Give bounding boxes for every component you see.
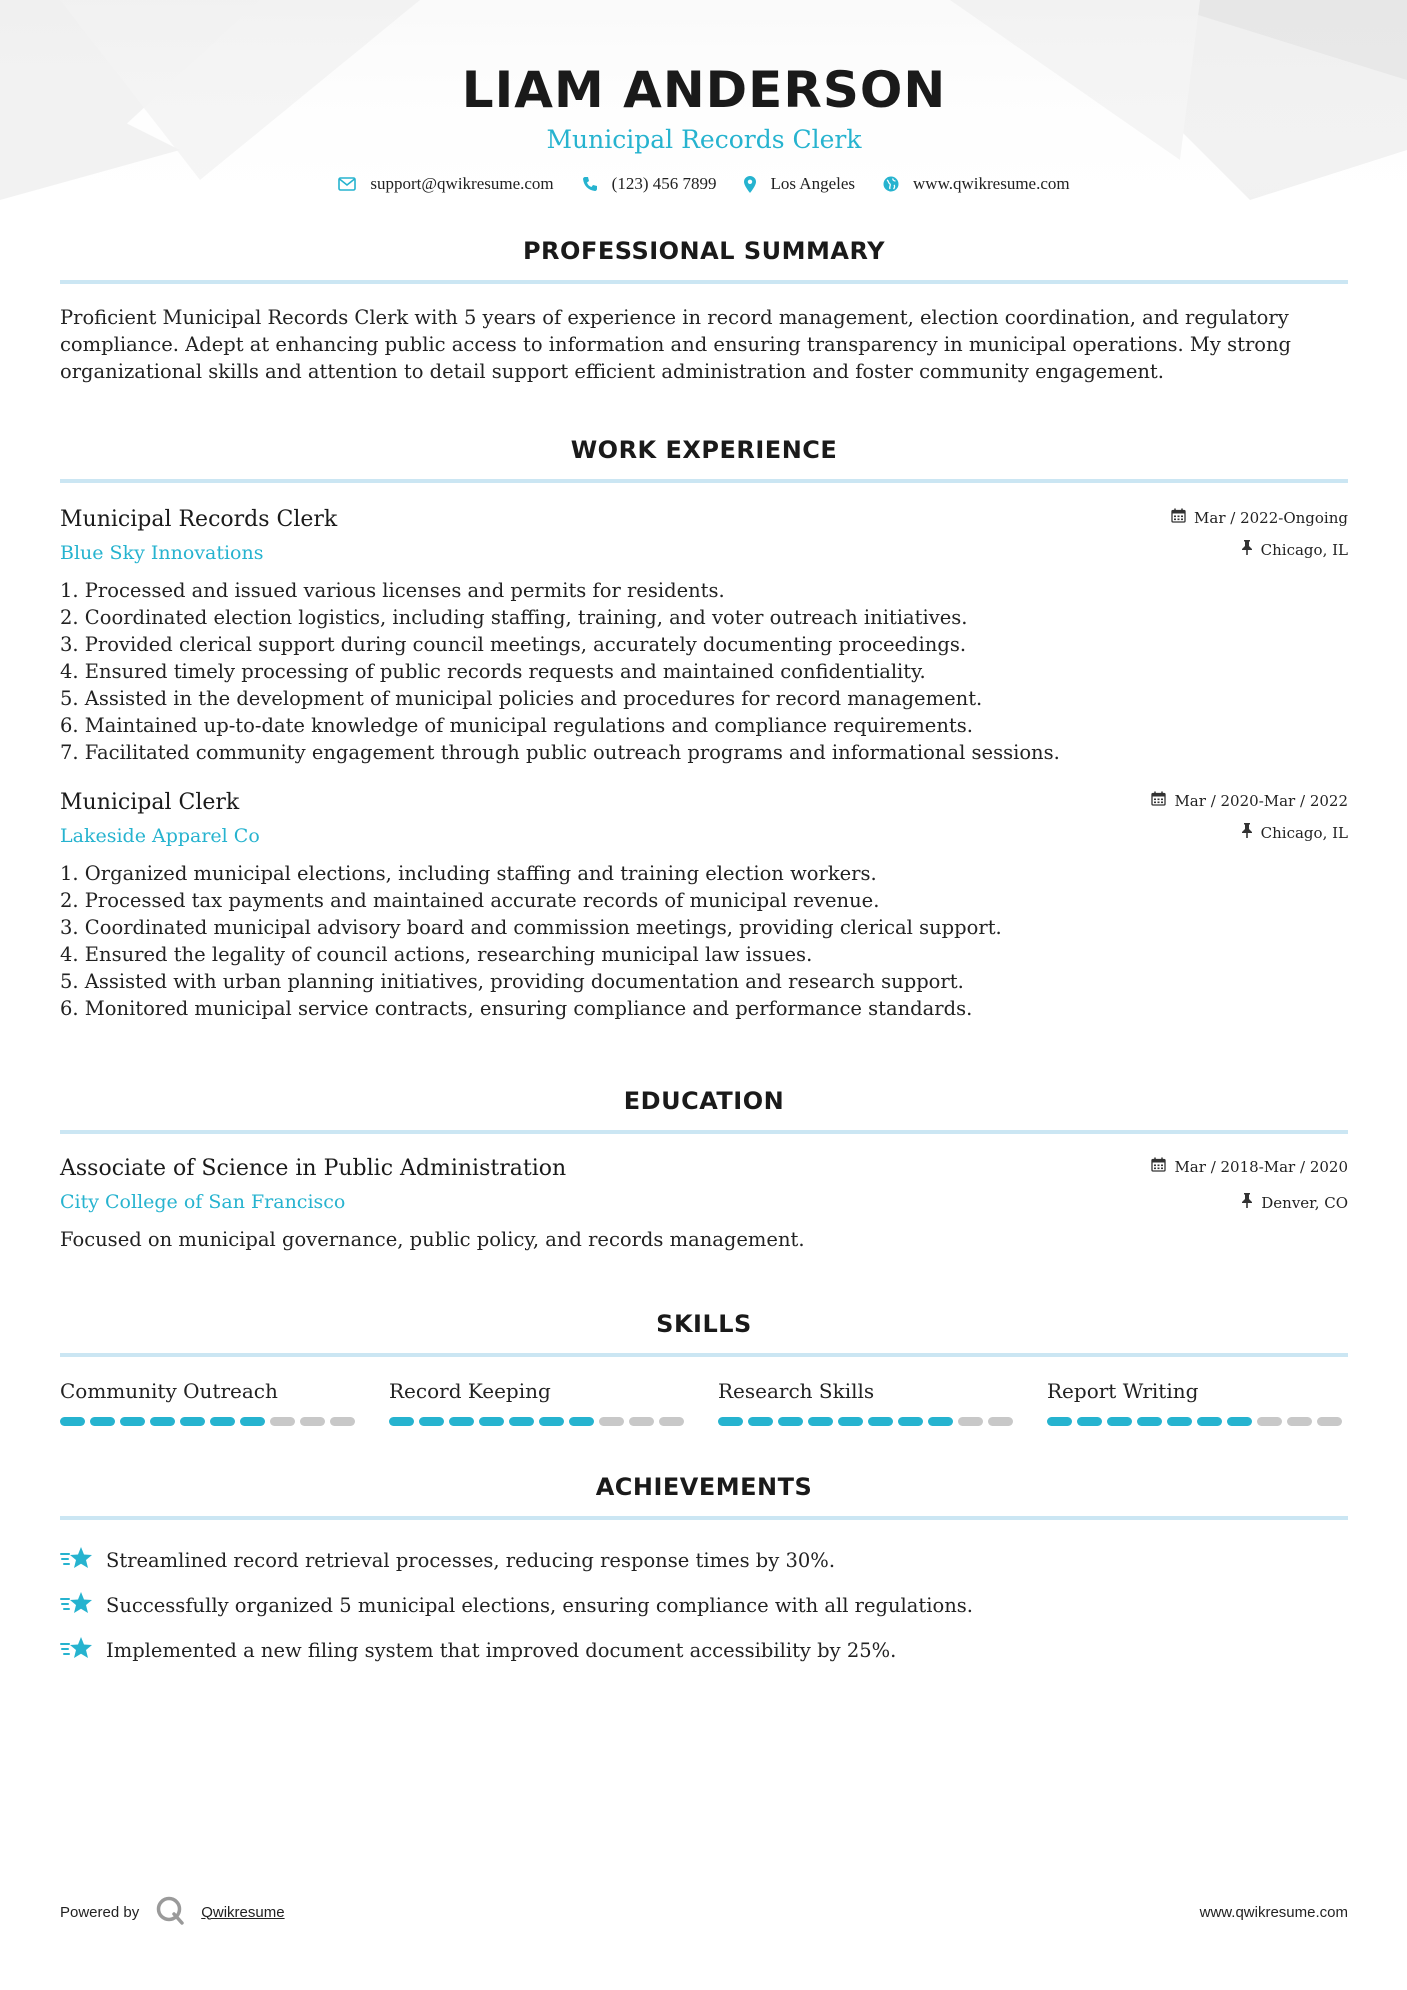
skill-segment-filled (1107, 1417, 1132, 1426)
education-location-text: Denver, CO (1261, 1194, 1348, 1212)
job-meta (1171, 507, 1348, 561)
candidate-title: Municipal Records Clerk (546, 125, 862, 154)
resume-header (60, 0, 1348, 194)
skill-segment-filled (389, 1417, 414, 1426)
page-footer (60, 1895, 1348, 1929)
contact-email[interactable] (338, 174, 553, 194)
school-name: City College of San Francisco (60, 1191, 346, 1213)
candidate-name: LIAM ANDERSON (461, 61, 947, 119)
skills-grid (60, 1377, 1348, 1426)
list-item: 7. Facilitated community engagement through public outreach programs and informational sessions. (60, 741, 1060, 764)
summary-section (60, 236, 1348, 385)
contact-location (744, 174, 855, 194)
achievement-item (60, 1538, 1348, 1583)
list-item: 3. Provided clerical support during council meetings, accurately documenting proceedings. (60, 633, 967, 656)
list-item: 5. Assisted in the development of municipal policies and procedures for record management. (60, 687, 983, 710)
globe-icon (883, 176, 899, 192)
list-item: 3. Coordinated municipal advisory board and commission meetings, providing clerical support. (60, 916, 1002, 939)
skill-segment-empty (300, 1417, 325, 1426)
summary-text: Proficient Municipal Records Clerk with 5 years of experience in record management, election coordination, and regulatory compliance. Adept at enhancing public access to information and ensuring transparency in municipal operations. My strong organizational skills and attention to detail support efficient administration and foster community engagement. (60, 306, 1292, 383)
skill-segment-filled (1227, 1417, 1252, 1426)
skill-segment-filled (1047, 1417, 1072, 1426)
achievement-text: Streamlined record retrieval processes, reducing response times by 30%. (106, 1549, 836, 1572)
list-item: 2. Coordinated election logistics, including staffing, training, and voter outreach initiatives. (60, 606, 968, 629)
list-item: 6. Maintained up-to-date knowledge of municipal regulations and compliance requirements. (60, 714, 973, 737)
contact-website-text: www.qwikresume.com (913, 174, 1070, 193)
envelope-icon (338, 177, 356, 191)
powered-by (60, 1895, 285, 1929)
section-divider (60, 280, 1348, 284)
phone-icon (582, 176, 598, 192)
skill-segment-empty (958, 1417, 983, 1426)
list-item: 4. Ensured the legality of council actions, researching municipal law issues. (60, 943, 813, 966)
star-icon (60, 1635, 94, 1666)
job-title: Municipal Records Clerk (60, 507, 338, 532)
skill-segment-filled (150, 1417, 175, 1426)
contact-bar (60, 174, 1348, 194)
skill-segment-filled (928, 1417, 953, 1426)
job-location-text: Chicago, IL (1260, 824, 1348, 842)
map-pin-icon (744, 176, 756, 193)
job-dates (1151, 790, 1348, 812)
job-bullets (60, 860, 1348, 1022)
section-divider (60, 1130, 1348, 1134)
skill-segment-filled (60, 1417, 85, 1426)
education-location (1151, 1192, 1348, 1214)
skill-segment-empty (659, 1417, 684, 1426)
skill-segment-filled (569, 1417, 594, 1426)
skill-segment-empty (1257, 1417, 1282, 1426)
job-entry (60, 788, 1348, 1022)
skill-segment-empty (1287, 1417, 1312, 1426)
section-divider (60, 1353, 1348, 1357)
list-item: 6. Monitored municipal service contracts, ensuring compliance and performance standards. (60, 997, 973, 1020)
job-dates-text: Mar / 2020-Mar / 2022 (1174, 792, 1348, 810)
achievement-text: Successfully organized 5 municipal elections, ensuring compliance with all regulations. (106, 1594, 973, 1617)
skill-segment-filled (419, 1417, 444, 1426)
job-bullets (60, 577, 1348, 766)
footer-website-link[interactable]: www.qwikresume.com (1199, 1903, 1348, 1921)
achievement-text: Implemented a new filing system that improved document accessibility by 25%. (106, 1639, 897, 1662)
list-item: 1. Processed and issued various licenses and permits for residents. (60, 579, 725, 602)
skill-segment-filled (240, 1417, 265, 1426)
skill-segment-filled (1167, 1417, 1192, 1426)
pushpin-icon (1241, 1192, 1253, 1214)
skill-item (1047, 1377, 1346, 1426)
education-meta (1151, 1156, 1348, 1214)
qwikresume-logo-icon (155, 1895, 185, 1929)
pushpin-icon (1241, 539, 1253, 561)
skill-segment-empty (988, 1417, 1013, 1426)
skill-item (718, 1377, 1017, 1426)
skill-segment-empty (629, 1417, 654, 1426)
job-meta (1151, 790, 1348, 844)
job-dates-text: Mar / 2022-Ongoing (1194, 509, 1348, 527)
contact-email-text: support@qwikresume.com (370, 174, 554, 193)
skill-segment-filled (1137, 1417, 1162, 1426)
skill-segment-filled (120, 1417, 145, 1426)
section-divider (60, 479, 1348, 483)
list-item: 1. Organized municipal elections, including staffing and training election workers. (60, 862, 877, 885)
skill-segment-empty (599, 1417, 624, 1426)
education-dates-text: Mar / 2018-Mar / 2020 (1174, 1158, 1348, 1176)
job-location (1151, 822, 1348, 844)
skill-segment-filled (1197, 1417, 1222, 1426)
experience-section (60, 435, 1348, 1022)
skill-item (60, 1377, 359, 1426)
calendar-icon (1151, 790, 1166, 812)
skill-segment-filled (449, 1417, 474, 1426)
skill-segment-filled (539, 1417, 564, 1426)
job-dates (1171, 507, 1348, 529)
skill-rating-bar (60, 1417, 359, 1426)
skill-rating-bar (718, 1417, 1017, 1426)
skill-segment-filled (180, 1417, 205, 1426)
section-divider (60, 1516, 1348, 1520)
skill-name: Community Outreach (60, 1379, 278, 1403)
skill-name: Research Skills (718, 1379, 875, 1403)
contact-phone-text: (123) 456 7899 (611, 174, 717, 193)
star-icon (60, 1590, 94, 1621)
skill-name: Record Keeping (389, 1379, 551, 1403)
skill-rating-bar (389, 1417, 688, 1426)
achievement-item (60, 1583, 1348, 1628)
skill-segment-filled (868, 1417, 893, 1426)
achievement-item (60, 1628, 1348, 1673)
skill-rating-bar (1047, 1417, 1346, 1426)
list-item: 4. Ensured timely processing of public records requests and maintained confidentiality. (60, 660, 926, 683)
skill-segment-filled (808, 1417, 833, 1426)
skills-section (60, 1309, 1348, 1426)
calendar-icon (1151, 1156, 1166, 1178)
skill-item (389, 1377, 688, 1426)
skill-name: Report Writing (1047, 1379, 1199, 1403)
skill-segment-filled (748, 1417, 773, 1426)
skill-segment-empty (330, 1417, 355, 1426)
education-heading: EDUCATION (623, 1087, 785, 1115)
skill-segment-filled (509, 1417, 534, 1426)
skill-segment-empty (270, 1417, 295, 1426)
skill-segment-filled (479, 1417, 504, 1426)
education-entry (60, 1154, 1348, 1253)
contact-website[interactable] (883, 174, 1070, 194)
experience-heading: WORK EXPERIENCE (570, 436, 838, 464)
job-company: Lakeside Apparel Co (60, 825, 260, 847)
contact-location-text: Los Angeles (770, 174, 856, 193)
skill-segment-filled (898, 1417, 923, 1426)
skill-segment-filled (1077, 1417, 1102, 1426)
skill-segment-filled (210, 1417, 235, 1426)
skill-segment-filled (718, 1417, 743, 1426)
achievements-heading: ACHIEVEMENTS (595, 1473, 813, 1501)
job-location-text: Chicago, IL (1260, 541, 1348, 559)
job-entry (60, 505, 1348, 766)
job-title: Municipal Clerk (60, 790, 240, 815)
achievements-list (60, 1538, 1348, 1673)
degree-title: Associate of Science in Public Administration (60, 1156, 567, 1181)
pushpin-icon (1241, 822, 1253, 844)
calendar-icon (1171, 507, 1186, 529)
achievements-section (60, 1472, 1348, 1673)
education-dates (1151, 1156, 1348, 1178)
job-company: Blue Sky Innovations (60, 542, 264, 564)
brand-link[interactable]: Qwikresume (201, 1903, 285, 1921)
list-item: 5. Assisted with urban planning initiatives, providing documentation and research support. (60, 970, 964, 993)
job-location (1171, 539, 1348, 561)
resume-page (60, 0, 1348, 1673)
star-icon (60, 1545, 94, 1576)
skill-segment-filled (838, 1417, 863, 1426)
skills-heading: SKILLS (656, 1310, 752, 1338)
skill-segment-filled (90, 1417, 115, 1426)
skill-segment-filled (778, 1417, 803, 1426)
summary-heading: PROFESSIONAL SUMMARY (522, 237, 886, 265)
skill-segment-empty (1317, 1417, 1342, 1426)
contact-phone[interactable] (582, 174, 717, 194)
list-item: 2. Processed tax payments and maintained accurate records of municipal revenue. (60, 889, 880, 912)
education-description: Focused on municipal governance, public policy, and records management. (60, 1228, 805, 1251)
education-section (60, 1086, 1348, 1253)
powered-by-label: Powered by (60, 1903, 140, 1921)
